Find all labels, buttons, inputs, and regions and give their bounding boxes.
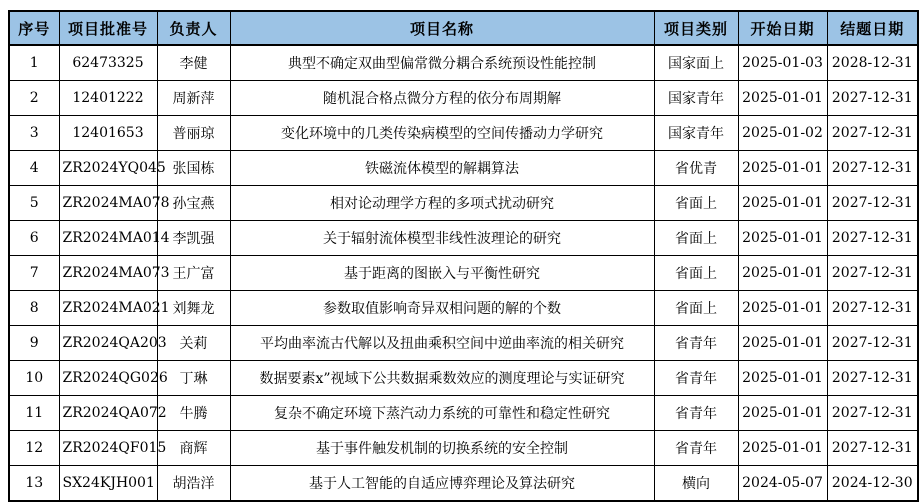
table-row — [9, 81, 918, 116]
table-row — [9, 116, 918, 151]
cell-index: 5 — [9, 186, 59, 221]
cell-code: SX24KJH001 — [59, 466, 157, 502]
cell-end: 2027-12-31 — [827, 221, 918, 256]
table-row — [9, 396, 918, 431]
table-body — [9, 45, 918, 501]
cell-name: 复杂不确定环境下蒸汽动力系统的可靠性和稳定性研究 — [230, 396, 654, 431]
cell-index: 1 — [9, 45, 59, 81]
cell-category: 省面上 — [654, 291, 738, 326]
cell-code: ZR2024MA073 — [59, 256, 157, 291]
cell-start: 2025-01-01 — [738, 431, 827, 466]
cell-start: 2025-01-01 — [738, 361, 827, 396]
table-header — [9, 11, 918, 45]
cell-start: 2025-01-01 — [738, 396, 827, 431]
cell-start: 2025-01-01 — [738, 326, 827, 361]
project-list-table — [8, 10, 919, 502]
cell-index: 4 — [9, 151, 59, 186]
cell-name: 平均曲率流古代解以及扭曲乘积空间中逆曲率流的相关研究 — [230, 326, 654, 361]
cell-category: 国家青年 — [654, 116, 738, 151]
cell-leader: 丁琳 — [157, 361, 230, 396]
cell-category: 横向 — [654, 466, 738, 502]
cell-end: 2027-12-31 — [827, 431, 918, 466]
cell-start: 2025-01-01 — [738, 81, 827, 116]
cell-index: 13 — [9, 466, 59, 502]
cell-leader: 关莉 — [157, 326, 230, 361]
cell-leader: 牛腾 — [157, 396, 230, 431]
cell-leader: 周新萍 — [157, 81, 230, 116]
cell-code: 12401222 — [59, 81, 157, 116]
cell-name: 随机混合格点微分方程的依分布周期解 — [230, 81, 654, 116]
cell-index: 7 — [9, 256, 59, 291]
cell-end: 2027-12-31 — [827, 326, 918, 361]
cell-category: 省面上 — [654, 221, 738, 256]
cell-category: 省青年 — [654, 396, 738, 431]
cell-start: 2024-05-07 — [738, 466, 827, 502]
cell-category: 省青年 — [654, 431, 738, 466]
cell-start: 2025-01-01 — [738, 151, 827, 186]
cell-start: 2025-01-01 — [738, 291, 827, 326]
cell-code: ZR2024YQ045 — [59, 151, 157, 186]
table-row — [9, 431, 918, 466]
column-header-end: 结题日期 — [827, 11, 918, 45]
cell-leader: 李健 — [157, 45, 230, 81]
cell-leader: 张国栋 — [157, 151, 230, 186]
column-header-name: 项目名称 — [230, 11, 654, 45]
cell-end: 2027-12-31 — [827, 186, 918, 221]
cell-end: 2027-12-31 — [827, 361, 918, 396]
cell-end: 2024-12-30 — [827, 466, 918, 502]
cell-end: 2027-12-31 — [827, 396, 918, 431]
cell-category: 省青年 — [654, 361, 738, 396]
cell-name: 数据要素x”视域下公共数据乘数效应的测度理论与实证研究 — [230, 361, 654, 396]
cell-end: 2028-12-31 — [827, 45, 918, 81]
cell-index: 2 — [9, 81, 59, 116]
cell-leader: 胡浩洋 — [157, 466, 230, 502]
cell-end: 2027-12-31 — [827, 151, 918, 186]
cell-name: 关于辐射流体模型非线性波理论的研究 — [230, 221, 654, 256]
cell-index: 11 — [9, 396, 59, 431]
cell-end: 2027-12-31 — [827, 291, 918, 326]
cell-index: 8 — [9, 291, 59, 326]
cell-index: 10 — [9, 361, 59, 396]
column-header-leader: 负责人 — [157, 11, 230, 45]
cell-category: 省青年 — [654, 326, 738, 361]
cell-code: ZR2024QA203 — [59, 326, 157, 361]
cell-name: 典型不确定双曲型偏常微分耦合系统预设性能控制 — [230, 45, 654, 81]
cell-code: ZR2024QG026 — [59, 361, 157, 396]
cell-code: ZR2024MA014 — [59, 221, 157, 256]
column-header-start: 开始日期 — [738, 11, 827, 45]
table-row — [9, 326, 918, 361]
cell-name: 相对论动理学方程的多项式扰动研究 — [230, 186, 654, 221]
cell-end: 2027-12-31 — [827, 116, 918, 151]
table-row — [9, 256, 918, 291]
column-header-code: 项目批准号 — [59, 11, 157, 45]
cell-end: 2027-12-31 — [827, 81, 918, 116]
cell-code: ZR2024MA021 — [59, 291, 157, 326]
cell-code: ZR2024QA072 — [59, 396, 157, 431]
cell-leader: 李凯强 — [157, 221, 230, 256]
cell-code: 62473325 — [59, 45, 157, 81]
cell-category: 省优青 — [654, 151, 738, 186]
cell-category: 省面上 — [654, 186, 738, 221]
cell-leader: 普丽琼 — [157, 116, 230, 151]
cell-index: 9 — [9, 326, 59, 361]
table-row — [9, 186, 918, 221]
column-header-index: 序号 — [9, 11, 59, 45]
cell-name: 基于事件触发机制的切换系统的安全控制 — [230, 431, 654, 466]
table-row — [9, 151, 918, 186]
cell-start: 2025-01-01 — [738, 186, 827, 221]
cell-end: 2027-12-31 — [827, 256, 918, 291]
cell-start: 2025-01-01 — [738, 256, 827, 291]
cell-index: 6 — [9, 221, 59, 256]
table-row — [9, 45, 918, 81]
cell-index: 12 — [9, 431, 59, 466]
cell-code: ZR2024MA078 — [59, 186, 157, 221]
cell-category: 国家面上 — [654, 45, 738, 81]
cell-name: 参数取值影响奇异双相问题的解的个数 — [230, 291, 654, 326]
cell-code: ZR2024QF015 — [59, 431, 157, 466]
table-row — [9, 291, 918, 326]
cell-name: 变化环境中的几类传染病模型的空间传播动力学研究 — [230, 116, 654, 151]
cell-name: 铁磁流体模型的解耦算法 — [230, 151, 654, 186]
cell-leader: 刘舞龙 — [157, 291, 230, 326]
table-row — [9, 221, 918, 256]
cell-category: 省面上 — [654, 256, 738, 291]
cell-start: 2025-01-03 — [738, 45, 827, 81]
cell-category: 国家青年 — [654, 81, 738, 116]
cell-leader: 王广富 — [157, 256, 230, 291]
cell-code: 12401653 — [59, 116, 157, 151]
cell-name: 基于人工智能的自适应博弈理论及算法研究 — [230, 466, 654, 502]
cell-start: 2025-01-02 — [738, 116, 827, 151]
cell-leader: 孙宝燕 — [157, 186, 230, 221]
cell-start: 2025-01-01 — [738, 221, 827, 256]
header-row — [9, 11, 918, 45]
cell-index: 3 — [9, 116, 59, 151]
cell-leader: 商辉 — [157, 431, 230, 466]
cell-name: 基于距离的图嵌入与平衡性研究 — [230, 256, 654, 291]
table-row — [9, 466, 918, 502]
table-row — [9, 361, 918, 396]
column-header-category: 项目类别 — [654, 11, 738, 45]
